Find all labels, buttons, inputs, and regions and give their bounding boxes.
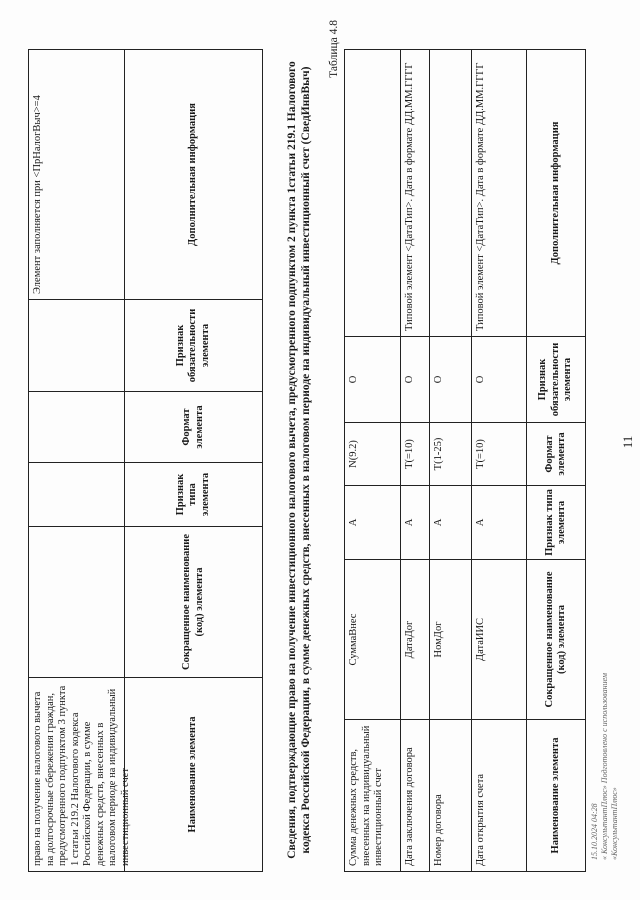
- table-row: [401, 720, 429, 871]
- row3-info: Типовой элемент <ДатаТип>. Дата в формате ДД.ММ.ГГГГ: [404, 62, 415, 331]
- bottom-header-required: Признак обязательности элемента: [537, 342, 574, 417]
- table-row: [472, 720, 526, 871]
- top-row-required: [29, 300, 124, 391]
- row2-type: А: [433, 518, 444, 527]
- top-row-code: [29, 527, 124, 677]
- top-row-info: Элемент заполняется при <ПрНалогВыч>=4: [32, 95, 43, 294]
- top-header-name: Наименование элемента: [187, 716, 199, 833]
- top-header-format: Формат элемента: [181, 405, 205, 449]
- page-number: 11: [620, 435, 635, 449]
- table-row: [430, 720, 471, 871]
- top-header-type: Признак типа элемента: [174, 472, 211, 517]
- top-header-info: Дополнительная информация: [187, 103, 199, 246]
- row2-name: Номер договора: [433, 794, 444, 866]
- bottom-header-code: Сокращенное наименование (код) элемента: [543, 571, 567, 708]
- row3-required: О: [404, 375, 415, 384]
- row3-format: Т(=10): [404, 439, 415, 469]
- bottom-header-type: Признак типа элемента: [543, 489, 567, 556]
- row4-code: СуммаВнес: [348, 613, 359, 666]
- bottom-header-info: Дополнительная информация: [549, 121, 561, 265]
- footer-line1: 15.10.2024 04:28: [590, 803, 599, 860]
- top-header-required: Признак обязательности элемента: [174, 308, 211, 383]
- bottom-header-format: Формат элемента: [543, 432, 567, 476]
- table-title: Сведения, подтверждающие право на получение инвестиционного налогового вычета, предусмотренного подпунктом 2 пункта 1статьи 219.1 Налогового кодекса Российской Федерации, в сумме денежных средств, внесенных в налоговом периоде на индивидуальный инвестиционный счет (СведИнвВыч): [286, 61, 312, 859]
- row4-format: N(9.2): [348, 440, 359, 468]
- row1-required: О: [475, 375, 486, 384]
- footer: [590, 660, 620, 860]
- row2-required: О: [433, 375, 444, 384]
- row2-format: Т(1-25): [433, 437, 444, 471]
- row2-code: НомДог: [433, 621, 444, 658]
- footer-line2: « КонсультантПлюс» Подготовлено с использованием «КонсультантПлюс»: [600, 673, 619, 860]
- row1-name: Дата открытия счета: [475, 773, 486, 866]
- table-label: Таблица 4.8: [328, 20, 340, 78]
- top-row-format: [29, 392, 124, 462]
- row2-info: [430, 50, 471, 336]
- table-row: [345, 720, 400, 871]
- row4-info: [345, 50, 400, 336]
- row1-type: А: [475, 518, 486, 527]
- row4-name: Сумма денежных средств, внесенных на индивидуальный инвестиционный счет: [348, 725, 384, 866]
- row1-code: ДатаИИС: [475, 617, 486, 662]
- row4-required: О: [348, 375, 359, 384]
- row3-code: ДатаДог: [404, 620, 415, 659]
- row1-format: Т(=10): [475, 439, 486, 469]
- bottom-header-name: Наименование элемента: [549, 737, 561, 854]
- top-row-type: [29, 463, 124, 526]
- top-row-name: право на получение налогового вычета на долгосрочные сбережения граждан, предусмотренного подпунктом 3 пункта 1 статьи 219.2 Налогового кодекса Российской Федерации, в сумме денежных средств, внесенных в налоговом периоде на индивидуальный инвестиционный счет: [32, 685, 131, 866]
- row1-info: Типовой элемент <ДатаТип>. Дата в формате ДД.ММ.ГГГГ: [475, 62, 486, 331]
- row3-type: А: [404, 518, 415, 527]
- row4-type: А: [348, 518, 359, 527]
- row3-name: Дата заключения договора: [404, 747, 415, 866]
- top-header-code: Сокращенное наименование (код) элемента: [181, 534, 205, 671]
